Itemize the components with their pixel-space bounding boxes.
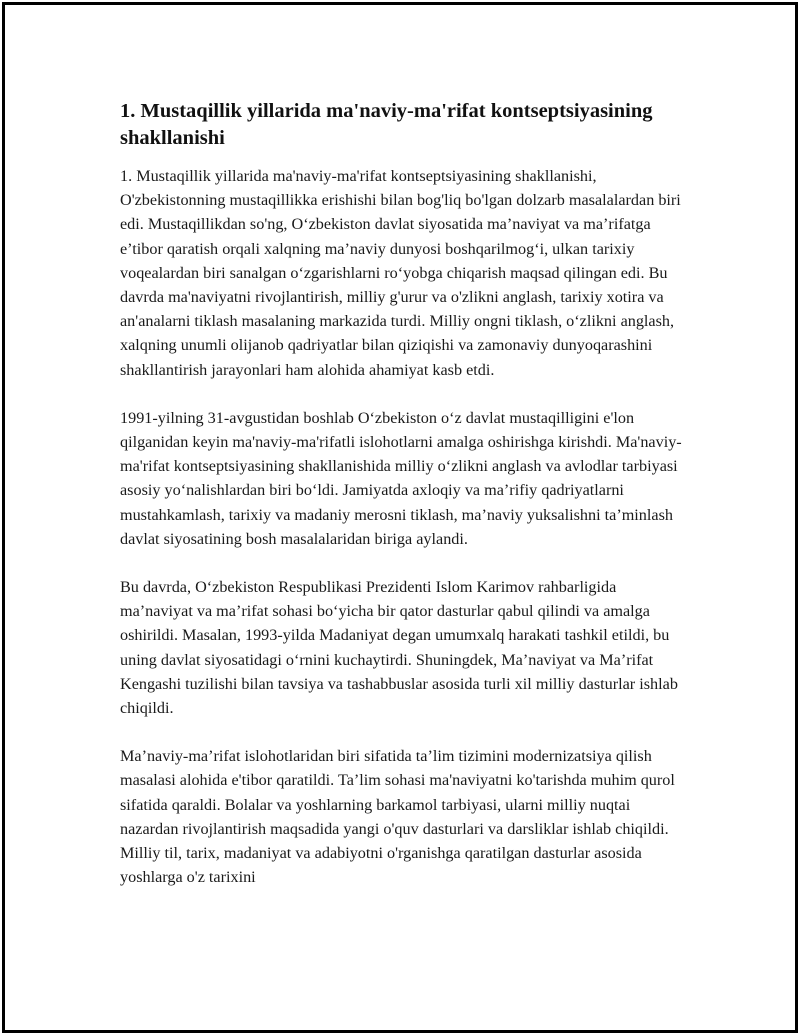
paragraph-4: Ma’naviy-ma’rifat islohotlaridan biri sifatida ta’lim tizimini modernizatsiya qilish masalasi alohida e'tibor qaratildi. Ta’lim sohasi ma'naviyatni ko'tarishda muhim qurol sifatida qaraldi. Bolalar va yoshlarning barkamol tarbiyasi, ularni milliy nuqtai nazardan rivojlantirish maqsadida yangi o'quv dasturlari va darsliklar ishlab chiqildi. Milliy til, tarix, madaniyat va adabiyotni o'rganishga qaratilgan dasturlar asosida yoshlarga o'z tarixini (120, 747, 675, 887)
paragraph-1: 1. Mustaqillik yillarida ma'naviy-ma'rifat kontseptsiyasining shakllanishi, O'zbekistonning mustaqillikka erishishi bilan bog'liq bo'lgan dolzarb masalalardan biri edi. Mustaqillikdan so'ng, O‘zbekiston davlat siyosatida ma’naviyat va ma’rifatga e’tibor qaratish orqali xalqning ma’naviy dunyosi boshqarilmog‘i, ulkan tarixiy voqealardan biri sanalgan o‘zgarishlarni ro‘yobga chiqarish maqsad qilingan edi. Bu davrda ma'naviyatni rivojlantirish, milliy g'urur va o'zlikni anglash, tarixiy xotira va an'analarni tiklash masalaning markazida turdi. Milliy ongni tiklash, o‘zlikni anglash, xalqning unumli olijanob qadriyatlar bilan qiziqishi va zamonaviy dunyoqarashini shakllantirish jarayonlari ham alohida ahamiyat kasb etdi. (120, 167, 681, 379)
page-frame (2, 2, 798, 1033)
document-body (120, 98, 685, 913)
paragraph-3: Bu davrda, O‘zbekiston Respublikasi Prezidenti Islom Karimov rahbarligida ma’naviyat va ma’rifat sohasi bo‘yicha bir qator dasturlar qabul qilindi va amalga oshirildi. Masalan, 1993-yilda Madaniyat degan umumxalq harakati tashkil etildi, bu uning davlat siyosatidagi o‘rnini kuchaytirdi. Shuningdek, Ma’naviyat va Ma’rifat Kengashi tuzilishi bilan tavsiya va tashabbuslar asosida turli xil milliy dasturlar ishlab chiqildi. (120, 578, 678, 718)
paragraph-2: 1991-yilning 31-avgustidan boshlab O‘zbekiston o‘z davlat mustaqilligini e'lon qilganidan keyin ma'naviy-ma'rifatli islohotlarni amalga oshirishga kirishdi. Ma'naviy-ma'rifat kontseptsiyasining shakllanishida milliy o‘zlikni anglash va avlodlar tarbiyasi asosiy yo‘nalishlardan biri bo‘ldi. Jamiyatda axloqiy va ma’rifiy qadriyatlarni mustahkamlash, tarixiy va madaniy merosni tiklash, ma’naviy yuksalishni ta’minlash davlat siyosatining bosh masalalaridan biriga aylandi. (120, 408, 682, 548)
page-title: 1. Mustaqillik yillarida ma'naviy-ma'rifat kontseptsiyasining shakllanishi (120, 100, 653, 149)
